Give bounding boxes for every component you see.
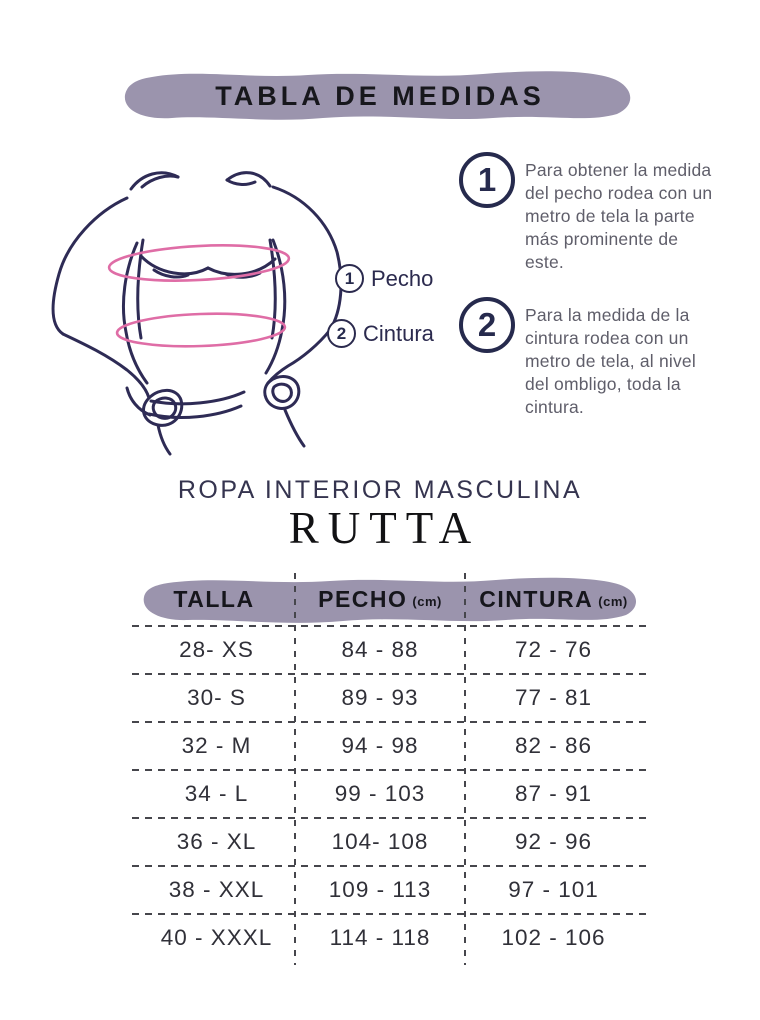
column-header-cintura	[465, 573, 642, 625]
talla-cell: 28- XS	[179, 637, 254, 662]
talla-cell: 40 - XXXL	[160, 925, 273, 950]
size-table	[138, 573, 642, 973]
torso-line-art	[30, 140, 450, 460]
table-row	[138, 818, 642, 866]
size-table-header	[138, 573, 642, 626]
talla-cell: 32 - M	[181, 733, 252, 758]
column-divider-1	[294, 573, 296, 965]
cintura-header-unit: (cm)	[598, 594, 628, 609]
diagram-label-cintura	[327, 319, 434, 348]
table-row	[138, 674, 642, 722]
table-row	[138, 866, 642, 914]
column-header-pecho	[295, 573, 465, 625]
instruction-1-text: Para obtener la medida del pecho rodea con un metro de tela la parte más prominente de este.	[525, 160, 713, 272]
table-row	[138, 722, 642, 770]
category-subtitle: ROPA INTERIOR MASCULINA	[177, 476, 583, 504]
size-table-rows	[138, 626, 642, 962]
cintura-cell: 77 - 81	[514, 685, 593, 710]
pecho-cell: 114 - 118	[329, 925, 431, 950]
cintura-cell: 97 - 101	[508, 877, 599, 902]
cintura-number-badge: 2	[327, 319, 356, 348]
brand-logo: RUTTA	[288, 503, 481, 553]
instruction-2-number-badge: 2	[459, 297, 515, 353]
cintura-cell: 92 - 96	[514, 829, 593, 854]
instruction-2	[459, 297, 719, 419]
talla-cell: 38 - XXL	[168, 877, 265, 902]
pecho-label: Pecho	[371, 265, 434, 291]
instruction-1	[459, 152, 719, 274]
talla-cell: 30- S	[187, 685, 246, 710]
cintura-cell: 87 - 91	[514, 781, 593, 806]
pecho-header-label: PECHO	[318, 585, 408, 612]
measurement-ellipses	[108, 241, 290, 349]
talla-cell: 36 - XL	[176, 829, 257, 854]
table-row	[138, 626, 642, 674]
torso-diagram	[30, 140, 450, 460]
diagram-label-pecho	[335, 264, 433, 293]
cintura-cell: 82 - 86	[514, 733, 593, 758]
cintura-label: Cintura	[363, 320, 434, 346]
pecho-cell: 84 - 88	[341, 637, 419, 662]
instruction-1-number-badge: 1	[459, 152, 515, 208]
waist-measure-ellipse	[116, 311, 285, 349]
title-banner	[118, 66, 642, 126]
talla-cell: 34 - L	[184, 781, 249, 806]
cintura-cell: 72 - 76	[514, 637, 593, 662]
column-divider-2	[464, 573, 466, 965]
pecho-cell: 104- 108	[331, 829, 429, 854]
pecho-number-badge: 1	[335, 264, 364, 293]
table-row	[138, 770, 642, 818]
instruction-2-text: Para la medida de la cintura rodea con un metro de tela, al nivel del ombligo, toda la cintura.	[525, 305, 696, 417]
table-row	[138, 914, 642, 962]
pecho-cell: 99 - 103	[334, 781, 426, 806]
pecho-cell: 94 - 98	[341, 733, 419, 758]
column-header-talla	[138, 573, 295, 625]
page-title: TABLA DE MEDIDAS	[215, 81, 545, 111]
pecho-cell: 109 - 113	[328, 877, 432, 902]
pecho-cell: 89 - 93	[341, 685, 419, 710]
pecho-header-unit: (cm)	[412, 594, 442, 609]
cintura-cell: 102 - 106	[501, 925, 606, 950]
talla-header-label: TALLA	[173, 585, 255, 612]
cintura-header-label: CINTURA	[479, 585, 594, 612]
